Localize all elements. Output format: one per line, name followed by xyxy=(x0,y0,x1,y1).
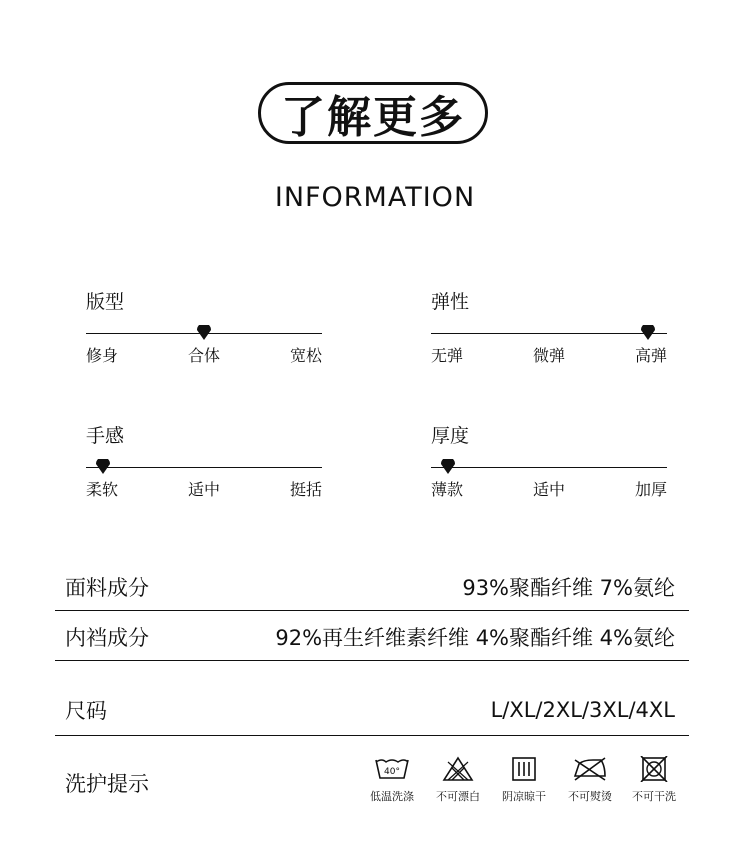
care-item xyxy=(622,756,686,804)
spec-value: L/XL/2XL/3XL/4XL xyxy=(490,698,675,722)
wash-40-icon xyxy=(374,756,410,782)
spec-row-lining xyxy=(55,613,689,661)
scale-label: 版型 xyxy=(86,291,125,313)
scale-tick: 修身 xyxy=(86,346,119,365)
spec-label: 尺码 xyxy=(65,699,107,723)
no-dry-clean-icon xyxy=(639,756,669,782)
scale-marker xyxy=(640,325,656,341)
care-item xyxy=(558,756,622,804)
scale-tick: 合体 xyxy=(187,346,221,365)
section-title: 了解更多 xyxy=(281,92,465,143)
care-icons xyxy=(360,756,680,808)
no-bleach-icon xyxy=(442,756,474,782)
scale-tick: 加厚 xyxy=(634,480,667,499)
scale-label: 厚度 xyxy=(431,425,470,447)
scale-marker xyxy=(196,325,212,341)
care-label: 洗护提示 xyxy=(65,772,149,796)
spec-value: 93%聚酯纤维 7%氨纶 xyxy=(462,576,675,600)
spec-label: 面料成分 xyxy=(65,576,149,600)
divider xyxy=(55,610,689,611)
scale-marker xyxy=(440,459,456,475)
care-item xyxy=(492,756,556,804)
scale-tick: 适中 xyxy=(187,480,221,499)
scale-label: 手感 xyxy=(86,425,125,447)
no-iron-icon xyxy=(571,756,609,782)
section-subtitle: INFORMATION xyxy=(274,182,476,213)
spec-label: 内裆成分 xyxy=(65,626,149,650)
scale-label: 弹性 xyxy=(431,291,470,313)
scale-tick: 宽松 xyxy=(289,346,322,365)
care-item xyxy=(360,756,424,804)
section-title-pill xyxy=(258,82,488,144)
scale-tick: 薄款 xyxy=(431,480,464,499)
wash-temp: 40° xyxy=(384,767,400,777)
care-item-label: 不可熨烫 xyxy=(568,790,612,803)
shade-dry-icon xyxy=(510,756,538,782)
spec-row-fabric xyxy=(55,563,689,611)
care-item xyxy=(426,756,490,804)
scale-line xyxy=(86,467,322,468)
scale-tick: 柔软 xyxy=(86,480,119,499)
scale-marker xyxy=(95,459,111,475)
care-item-label: 不可干洗 xyxy=(632,790,676,803)
scale-tick: 挺括 xyxy=(289,480,322,499)
care-item-label: 不可漂白 xyxy=(436,790,480,803)
scale-tick: 微弹 xyxy=(532,346,566,365)
scale-tick: 高弹 xyxy=(634,346,667,365)
spec-value: 92%再生纤维素纤维 4%聚酯纤维 4%氨纶 xyxy=(275,626,675,650)
divider xyxy=(55,735,689,736)
care-item-label: 低温洗涤 xyxy=(370,790,414,803)
divider xyxy=(55,660,689,661)
scale-tick: 适中 xyxy=(532,480,566,499)
spec-row-size xyxy=(55,686,689,734)
care-item-label: 阴凉晾干 xyxy=(502,790,546,803)
scale-line xyxy=(431,333,667,334)
scale-line xyxy=(431,467,667,468)
scale-tick: 无弹 xyxy=(431,346,464,365)
